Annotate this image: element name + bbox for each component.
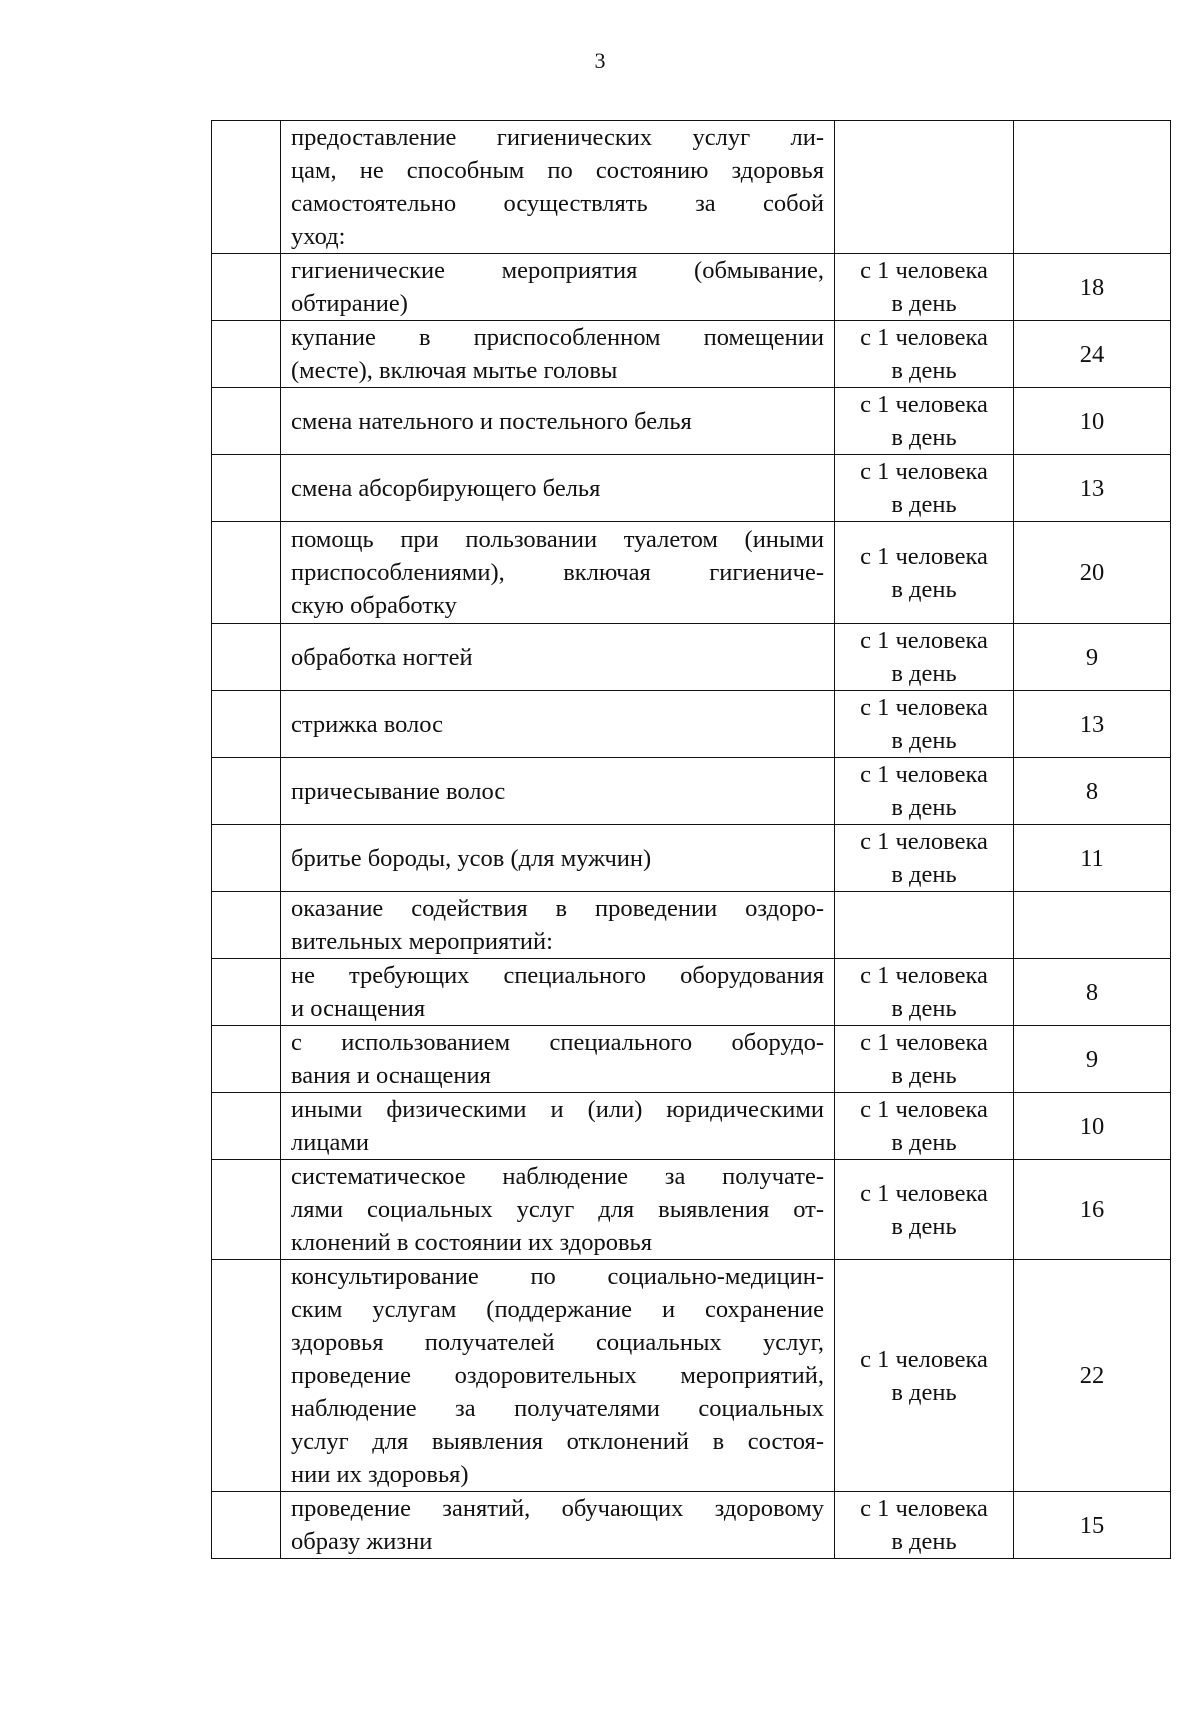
unit-line: с 1 человека bbox=[860, 391, 988, 418]
unit-cell bbox=[835, 1160, 1014, 1260]
unit-line: с 1 человека bbox=[860, 257, 988, 284]
service-name-line: клонений в состоянии их здоровья bbox=[291, 1229, 652, 1256]
service-name-cell bbox=[281, 254, 835, 321]
value-cell: 10 bbox=[1014, 388, 1171, 455]
row-number-cell bbox=[212, 388, 281, 455]
unit-line: в день bbox=[891, 861, 957, 888]
service-name-line: смена нательного и постельного белья bbox=[291, 407, 692, 435]
service-name-line: уход: bbox=[291, 223, 346, 250]
unit-cell bbox=[835, 121, 1014, 254]
value-cell: 22 bbox=[1014, 1260, 1171, 1492]
unit-cell bbox=[835, 1492, 1014, 1559]
row-number-cell bbox=[212, 1093, 281, 1160]
unit-cell bbox=[835, 691, 1014, 758]
row-number-cell bbox=[212, 825, 281, 892]
service-name-line: обтирание) bbox=[291, 290, 408, 317]
service-name-line: консультирование по социально-медицин- bbox=[291, 1263, 824, 1290]
service-name-cell bbox=[281, 522, 835, 624]
service-name-cell bbox=[281, 624, 835, 691]
unit-line: в день bbox=[891, 491, 957, 518]
value-cell: 16 bbox=[1014, 1160, 1171, 1260]
service-name-cell bbox=[281, 1260, 835, 1492]
service-name-line: проведение оздоровительных мероприятий, bbox=[291, 1362, 824, 1389]
unit-line: с 1 человека bbox=[860, 1345, 988, 1373]
unit-line: в день bbox=[891, 290, 957, 317]
service-name-line: оказание содействия в проведении оздоро- bbox=[291, 895, 824, 922]
service-name-cell bbox=[281, 121, 835, 254]
service-name-line: причесывание волос bbox=[291, 777, 506, 805]
table-row bbox=[212, 691, 1171, 758]
value-cell: 13 bbox=[1014, 455, 1171, 522]
unit-line: с 1 человека bbox=[860, 1029, 988, 1056]
unit-cell bbox=[835, 522, 1014, 624]
service-name-line: образу жизни bbox=[291, 1528, 433, 1555]
unit-line: с 1 человека bbox=[860, 761, 988, 788]
service-name-line: иными физическими и (или) юридическими bbox=[291, 1096, 824, 1123]
row-number-cell bbox=[212, 624, 281, 691]
value-cell: 13 bbox=[1014, 691, 1171, 758]
unit-cell bbox=[835, 1260, 1014, 1492]
unit-line: с 1 человека bbox=[860, 627, 988, 654]
unit-cell bbox=[835, 321, 1014, 388]
unit-line: с 1 человека bbox=[860, 1179, 988, 1207]
value-cell bbox=[1014, 121, 1171, 254]
unit-line: в день bbox=[891, 1378, 957, 1406]
table-row bbox=[212, 522, 1171, 624]
table-row bbox=[212, 892, 1171, 959]
row-number-cell bbox=[212, 1260, 281, 1492]
table-row bbox=[212, 758, 1171, 825]
unit-line: в день bbox=[891, 1528, 957, 1555]
service-name-cell bbox=[281, 1160, 835, 1260]
service-name-line: проведение занятий, обучающих здоровому bbox=[291, 1495, 824, 1522]
unit-cell bbox=[835, 624, 1014, 691]
table-row bbox=[212, 624, 1171, 691]
service-name-cell bbox=[281, 892, 835, 959]
service-name-line: гигиенические мероприятия (обмывание, bbox=[291, 257, 824, 284]
row-number-cell bbox=[212, 1492, 281, 1559]
service-name-line: цам, не способным по состоянию здоровья bbox=[291, 157, 824, 184]
table-row bbox=[212, 1160, 1171, 1260]
service-name-line: наблюдение за получателями социальных bbox=[291, 1395, 824, 1422]
unit-cell bbox=[835, 1093, 1014, 1160]
service-name-cell bbox=[281, 321, 835, 388]
service-name-cell bbox=[281, 455, 835, 522]
service-name-cell bbox=[281, 691, 835, 758]
table-row bbox=[212, 959, 1171, 1026]
unit-line: в день bbox=[891, 1129, 957, 1156]
unit-cell bbox=[835, 1026, 1014, 1093]
unit-line: в день bbox=[891, 995, 957, 1022]
service-name-line: самостоятельно осуществлять за собой bbox=[291, 190, 824, 217]
unit-cell bbox=[835, 825, 1014, 892]
unit-line: с 1 человека bbox=[860, 1096, 988, 1123]
service-name-line: здоровья получателей социальных услуг, bbox=[291, 1329, 824, 1356]
row-number-cell bbox=[212, 254, 281, 321]
unit-line: с 1 человека bbox=[860, 962, 988, 989]
unit-cell bbox=[835, 959, 1014, 1026]
service-name-line: лями социальных услуг для выявления от- bbox=[291, 1196, 824, 1223]
table-row bbox=[212, 1093, 1171, 1160]
services-table-body bbox=[212, 121, 1171, 1559]
unit-line: с 1 человека bbox=[860, 828, 988, 855]
table-row bbox=[212, 1260, 1171, 1492]
table-row bbox=[212, 254, 1171, 321]
unit-cell bbox=[835, 455, 1014, 522]
service-name-line: с использованием специального оборудо- bbox=[291, 1029, 824, 1056]
unit-line: в день bbox=[891, 1212, 957, 1240]
row-number-cell bbox=[212, 758, 281, 825]
value-cell: 24 bbox=[1014, 321, 1171, 388]
value-cell: 15 bbox=[1014, 1492, 1171, 1559]
value-cell: 18 bbox=[1014, 254, 1171, 321]
service-name-line: (месте), включая мытье головы bbox=[291, 357, 618, 384]
service-name-line: предоставление гигиенических услуг ли- bbox=[291, 124, 824, 151]
value-cell: 11 bbox=[1014, 825, 1171, 892]
service-name-line: систематическое наблюдение за получате- bbox=[291, 1163, 824, 1190]
service-name-line: приспособлениями), включая гигиениче- bbox=[291, 559, 824, 586]
value-cell: 20 bbox=[1014, 522, 1171, 624]
value-cell: 9 bbox=[1014, 624, 1171, 691]
row-number-cell bbox=[212, 321, 281, 388]
service-name-cell bbox=[281, 825, 835, 892]
service-name-line: вания и оснащения bbox=[291, 1062, 491, 1089]
value-cell: 8 bbox=[1014, 758, 1171, 825]
service-name-cell bbox=[281, 959, 835, 1026]
unit-line: с 1 человека bbox=[860, 694, 988, 721]
service-name-line: нии их здоровья) bbox=[291, 1461, 469, 1488]
service-name-cell bbox=[281, 388, 835, 455]
service-name-line: обработка ногтей bbox=[291, 643, 473, 671]
service-name-cell bbox=[281, 1492, 835, 1559]
value-cell bbox=[1014, 892, 1171, 959]
page-number: 3 bbox=[594, 48, 606, 73]
row-number-cell bbox=[212, 121, 281, 254]
unit-line: с 1 человека bbox=[860, 1495, 988, 1522]
unit-cell bbox=[835, 254, 1014, 321]
unit-line: в день bbox=[891, 357, 957, 384]
service-name-line: смена абсорбирующего белья bbox=[291, 474, 601, 502]
table-row bbox=[212, 121, 1171, 254]
row-number-cell bbox=[212, 691, 281, 758]
service-name-line: лицами bbox=[291, 1129, 369, 1156]
service-name-line: стрижка волос bbox=[291, 710, 443, 738]
table-row bbox=[212, 321, 1171, 388]
unit-line: в день bbox=[891, 1062, 957, 1089]
value-cell: 8 bbox=[1014, 959, 1171, 1026]
service-name-cell bbox=[281, 758, 835, 825]
service-name-cell bbox=[281, 1093, 835, 1160]
unit-line: в день bbox=[891, 727, 957, 754]
unit-cell bbox=[835, 758, 1014, 825]
unit-cell bbox=[835, 892, 1014, 959]
table-row bbox=[212, 455, 1171, 522]
table-row bbox=[212, 1492, 1171, 1559]
service-name-line: не требующих специального оборудования bbox=[291, 962, 824, 989]
row-number-cell bbox=[212, 455, 281, 522]
service-name-line: купание в приспособленном помещении bbox=[291, 324, 824, 351]
value-cell: 9 bbox=[1014, 1026, 1171, 1093]
service-name-cell bbox=[281, 1026, 835, 1093]
service-name-line: бритье бороды, усов (для мужчин) bbox=[291, 844, 652, 872]
table-row bbox=[212, 825, 1171, 892]
service-name-line: ским услугам (поддержание и сохранение bbox=[291, 1296, 824, 1323]
row-number-cell bbox=[212, 892, 281, 959]
service-name-line: помощь при пользовании туалетом (иными bbox=[291, 526, 824, 553]
service-name-line: и оснащения bbox=[291, 995, 426, 1022]
service-name-line: услуг для выявления отклонений в состоя- bbox=[291, 1428, 824, 1455]
unit-line: с 1 человека bbox=[860, 324, 988, 351]
unit-line: с 1 человека bbox=[860, 542, 988, 570]
unit-line: с 1 человека bbox=[860, 458, 988, 485]
table-row bbox=[212, 388, 1171, 455]
unit-line: в день bbox=[891, 660, 957, 687]
unit-line: в день bbox=[891, 424, 957, 451]
unit-line: в день bbox=[891, 794, 957, 821]
row-number-cell bbox=[212, 959, 281, 1026]
row-number-cell bbox=[212, 522, 281, 624]
value-cell: 10 bbox=[1014, 1093, 1171, 1160]
table-row bbox=[212, 1026, 1171, 1093]
services-table bbox=[211, 120, 1171, 1559]
service-name-line: скую обработку bbox=[291, 592, 457, 619]
service-name-line: вительных мероприятий: bbox=[291, 928, 553, 955]
row-number-cell bbox=[212, 1026, 281, 1093]
unit-cell bbox=[835, 388, 1014, 455]
row-number-cell bbox=[212, 1160, 281, 1260]
unit-line: в день bbox=[891, 575, 957, 603]
